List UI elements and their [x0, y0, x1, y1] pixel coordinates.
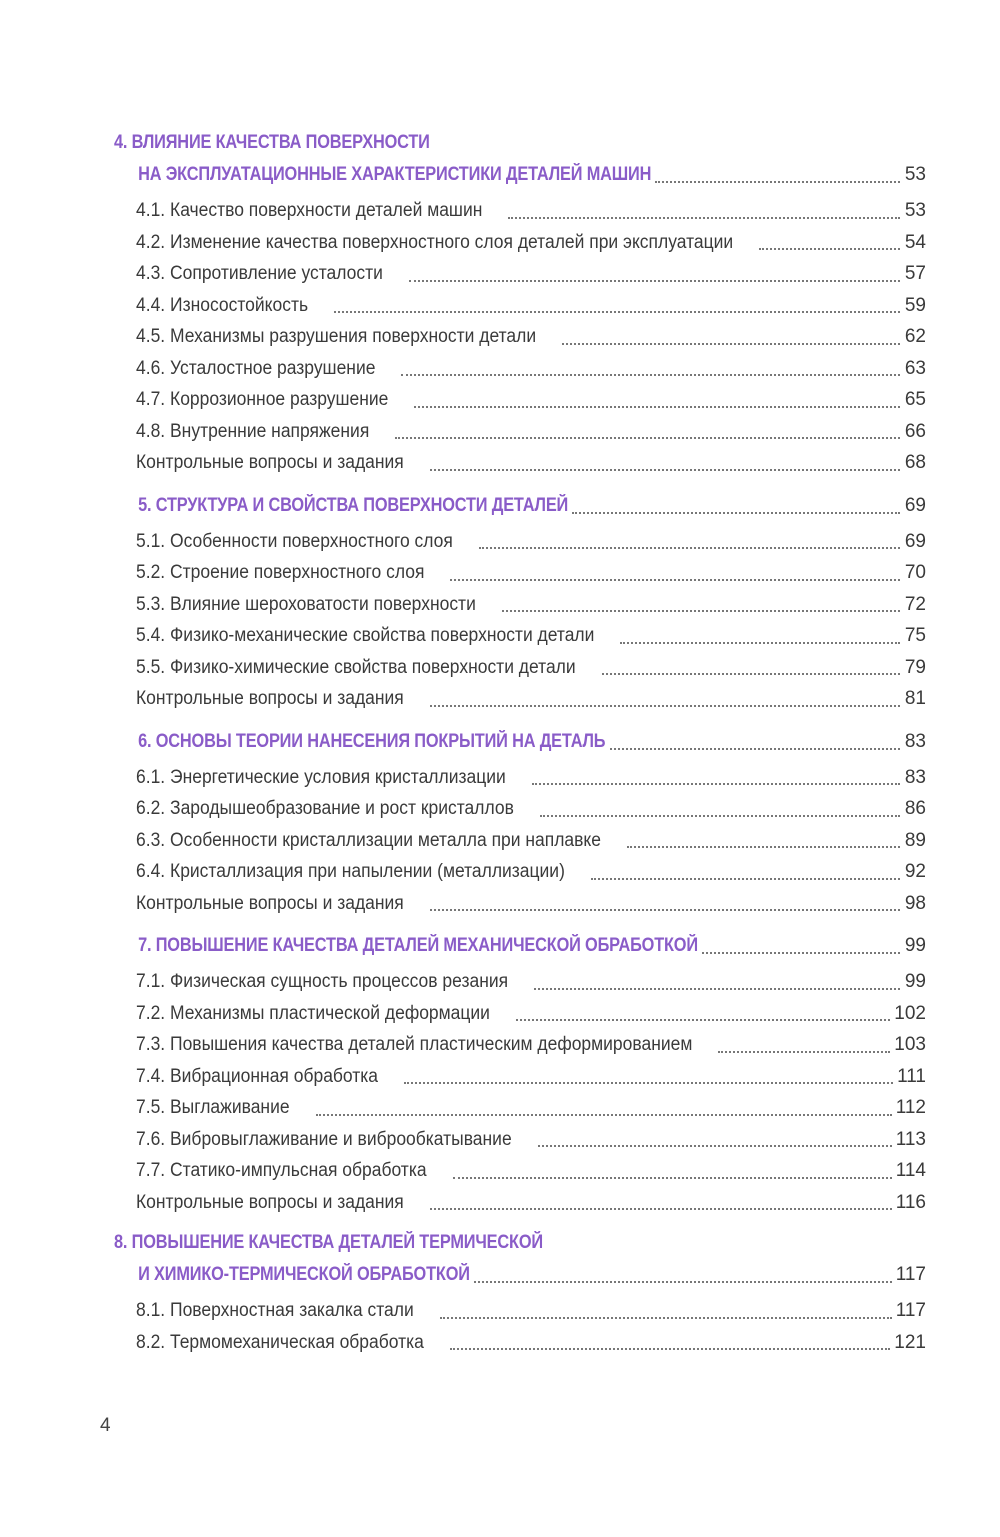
toc-entry-lead: [114, 195, 504, 227]
toc-entry-page-number: 70: [904, 562, 926, 583]
toc-entry-page-number: 75: [904, 625, 926, 646]
toc-entry: [114, 416, 926, 448]
toc-entry: [114, 762, 926, 794]
toc-entry-title: 5.1. Особенности поверхностного слоя: [136, 530, 453, 552]
toc-entry-title: 7.7. Статико-импульсная обработка: [136, 1160, 427, 1181]
toc-entry: [114, 966, 926, 998]
toc-entry-page-number: 102: [894, 1002, 926, 1024]
toc-entry: [114, 1092, 926, 1124]
dot-leader: [430, 909, 900, 911]
toc-entry-title: 4.2. Изменение качества поверхностного слоя деталей при эксплуатации: [136, 231, 734, 253]
toc-entry-page-number: 89: [904, 829, 926, 851]
toc-entry-title: 8.2. Термомеханическая обработка: [136, 1331, 424, 1353]
toc-entry-title: 7.3. Повышения качества деталей пластическим деформированием: [136, 1034, 693, 1055]
toc-entry-lead: [114, 793, 536, 825]
toc-entry: [114, 589, 926, 621]
dot-leader: [450, 1348, 890, 1350]
toc-entry-lead: [114, 1092, 312, 1124]
toc-entry-title: Контрольные вопросы и задания: [136, 688, 404, 709]
toc-entry: [114, 384, 926, 416]
toc-entry-title: 7.6. Вибровыглаживание и виброобкатывание: [136, 1128, 512, 1150]
toc-entry-page-number: 83: [904, 766, 926, 788]
toc-entry-title: 6.2. Зародышеобразование и рост кристаллов: [136, 798, 514, 819]
toc-entry-lead: [114, 589, 498, 621]
toc-entry-lead: [114, 416, 391, 448]
chapter-title-cont: И ХИМИКО-ТЕРМИЧЕСКОЙ ОБРАБОТКОЙ: [138, 1264, 470, 1285]
toc-entry-page-number: 121: [894, 1331, 926, 1353]
toc-entry-title: Контрольные вопросы и задания: [136, 452, 404, 473]
dot-leader: [450, 579, 900, 581]
toc-entry: [114, 683, 926, 715]
dot-leader: [718, 1051, 890, 1053]
chapter-block: [114, 489, 926, 715]
toc-entry-lead: [114, 966, 530, 998]
page-number: 4: [100, 1415, 111, 1436]
chapter-title-line1: [114, 128, 926, 158]
toc-entry-page-number: 63: [904, 357, 926, 379]
table-of-contents: [114, 128, 926, 1368]
dot-leader: [409, 280, 900, 282]
toc-entry-title: Контрольные вопросы и задания: [136, 1191, 404, 1213]
toc-entry-page-number: 59: [904, 294, 926, 316]
toc-entry-lead: [114, 447, 426, 479]
toc-entry-lead: [114, 1155, 449, 1187]
toc-entry-page-number: 86: [904, 798, 926, 819]
chapter-page-number: 99: [904, 935, 926, 956]
dot-leader: [532, 783, 900, 785]
toc-entry: [114, 290, 926, 322]
dot-leader: [430, 705, 900, 707]
chapter-title-row: [114, 1258, 926, 1291]
dot-leader: [474, 1281, 892, 1283]
toc-entry: [114, 998, 926, 1030]
toc-entry-page-number: 72: [904, 593, 926, 615]
toc-entry: [114, 793, 926, 825]
toc-entry: [114, 1295, 926, 1327]
toc-entry-lead: [114, 1061, 400, 1093]
chapter-block: [114, 725, 926, 920]
toc-entry-lead: [114, 856, 587, 888]
dot-leader: [562, 343, 900, 345]
dot-leader: [395, 437, 900, 439]
dot-leader: [508, 217, 900, 219]
dot-leader: [602, 673, 900, 675]
chapter-title-row: [114, 929, 926, 962]
dot-leader: [540, 815, 900, 817]
dot-leader: [591, 878, 900, 880]
toc-entry-title: 4.4. Износостойкость: [136, 294, 309, 316]
dot-leader: [572, 512, 900, 514]
chapter-title-row: [114, 489, 926, 522]
toc-entry-lead: [114, 1124, 534, 1156]
toc-entry-lead: [114, 1029, 714, 1061]
dot-leader: [534, 988, 900, 990]
toc-entry-lead: [114, 290, 330, 322]
toc-entry-title: Контрольные вопросы и задания: [136, 892, 404, 914]
toc-entry-page-number: 79: [904, 656, 926, 678]
dot-leader: [538, 1145, 892, 1147]
toc-entry: [114, 620, 926, 652]
dot-leader: [430, 469, 900, 471]
dot-leader: [702, 952, 900, 954]
toc-entry-page-number: 99: [904, 971, 926, 992]
dot-leader: [502, 610, 900, 612]
toc-entry-page-number: 54: [904, 231, 926, 253]
toc-entry: [114, 1124, 926, 1156]
toc-entry-title: 4.5. Механизмы разрушения поверхности детали: [136, 326, 537, 347]
dot-leader: [627, 846, 900, 848]
toc-entry-lead: [114, 1187, 426, 1219]
toc-entry-lead: [114, 1295, 436, 1327]
chapter-block: [114, 929, 926, 1218]
toc-entry-page-number: 57: [904, 263, 926, 284]
chapter-title-cont: НА ЭКСПЛУАТАЦИОННЫЕ ХАРАКТЕРИСТИКИ ДЕТАЛЕЙ МАШИН: [138, 164, 652, 185]
dot-leader: [404, 1082, 893, 1084]
dot-leader: [655, 181, 900, 183]
toc-entry-title: 7.5. Выглаживание: [136, 1097, 290, 1118]
toc-entry-title: 4.6. Усталостное разрушение: [136, 357, 376, 379]
dot-leader: [334, 311, 900, 313]
chapter-title-row: [114, 158, 926, 191]
toc-entry-title: 8.1. Поверхностная закалка стали: [136, 1300, 414, 1321]
toc-entry-lead: [114, 384, 410, 416]
toc-entry-title: 4.3. Сопротивление усталости: [136, 263, 383, 284]
toc-entry: [114, 526, 926, 558]
toc-entry-page-number: 53: [904, 200, 926, 221]
chapter-page-number: 83: [904, 730, 926, 752]
chapter-block: [114, 1228, 926, 1358]
dot-leader: [440, 1317, 892, 1319]
toc-entry: [114, 652, 926, 684]
toc-entry-title: 5.4. Физико-механические свойства поверхности детали: [136, 625, 595, 646]
toc-entry-title: 7.1. Физическая сущность процессов резания: [136, 971, 509, 992]
toc-entry-lead: [114, 227, 755, 259]
dot-leader: [401, 374, 900, 376]
dot-leader: [759, 248, 900, 250]
toc-entry-page-number: 62: [904, 326, 926, 347]
toc-entry: [114, 227, 926, 259]
chapter-title: 7. ПОВЫШЕНИЕ КАЧЕСТВА ДЕТАЛЕЙ МЕХАНИЧЕСКОЙ ОБРАБОТКОЙ: [138, 935, 698, 956]
toc-entry-title: 4.8. Внутренние напряжения: [136, 420, 370, 442]
toc-entry: [114, 195, 926, 227]
toc-entry-title: 7.4. Вибрационная обработка: [136, 1065, 379, 1087]
toc-entry-lead: [114, 353, 397, 385]
toc-entry: [114, 447, 926, 479]
dot-leader: [516, 1019, 890, 1021]
toc-entry-page-number: 112: [895, 1097, 926, 1118]
toc-entry-lead: [114, 683, 426, 715]
toc-entry: [114, 1029, 926, 1061]
toc-entry-page-number: 114: [895, 1160, 926, 1181]
dot-leader: [316, 1114, 892, 1116]
chapter-title: 5. СТРУКТУРА И СВОЙСТВА ПОВЕРХНОСТИ ДЕТАЛЕЙ: [138, 494, 569, 516]
chapter-block: [114, 128, 926, 479]
toc-entry-title: 5.2. Строение поверхностного слоя: [136, 562, 425, 583]
toc-entry: [114, 321, 926, 353]
toc-entry-title: 6.4. Кристаллизация при напылении (металлизации): [136, 861, 565, 882]
dot-leader: [479, 547, 900, 549]
toc-entry-page-number: 92: [904, 861, 926, 882]
toc-entry-lead: [114, 762, 528, 794]
toc-entry-title: 4.1. Качество поверхности деталей машин: [136, 200, 483, 221]
dot-leader: [430, 1208, 892, 1210]
toc-entry: [114, 1187, 926, 1219]
toc-entry-page-number: 65: [904, 389, 926, 410]
chapter-title: 4. ВЛИЯНИЕ КАЧЕСТВА ПОВЕРХНОСТИ: [114, 132, 430, 153]
toc-entry-lead: [114, 526, 475, 558]
dot-leader: [414, 406, 900, 408]
toc-entry-title: 6.1. Энергетические условия кристаллизации: [136, 766, 506, 788]
chapter-page-number: 69: [904, 494, 926, 516]
toc-entry-lead: [114, 620, 616, 652]
toc-entry-lead: [114, 557, 446, 589]
toc-entry-title: 5.5. Физико-химические свойства поверхности детали: [136, 656, 576, 678]
toc-entry: [114, 353, 926, 385]
dot-leader: [453, 1177, 892, 1179]
toc-entry-page-number: 103: [894, 1034, 926, 1055]
dot-leader: [620, 642, 900, 644]
chapter-title: 6. ОСНОВЫ ТЕОРИИ НАНЕСЕНИЯ ПОКРЫТИЙ НА ДЕТАЛЬ: [138, 730, 606, 752]
toc-entry-page-number: 81: [904, 688, 926, 709]
toc-entry-lead: [114, 321, 558, 353]
chapter-title-line1: [114, 1228, 926, 1258]
toc-entry-page-number: 113: [895, 1128, 926, 1150]
toc-entry-lead: [114, 258, 405, 290]
chapter-page-number: 117: [895, 1264, 926, 1285]
toc-entry-page-number: 111: [897, 1065, 926, 1087]
toc-entry-lead: [114, 652, 598, 684]
toc-entry-lead: [114, 1327, 446, 1359]
toc-entry-lead: [114, 888, 426, 920]
toc-entry: [114, 1061, 926, 1093]
toc-entry-page-number: 117: [895, 1300, 926, 1321]
toc-entry-page-number: 68: [904, 452, 926, 473]
toc-entry-title: 6.3. Особенности кристаллизации металла при наплавке: [136, 829, 601, 851]
toc-entry: [114, 258, 926, 290]
toc-entry: [114, 888, 926, 920]
toc-entry: [114, 856, 926, 888]
toc-entry-lead: [114, 825, 623, 857]
toc-entry-page-number: 116: [895, 1191, 926, 1213]
toc-entry-title: 5.3. Влияние шероховатости поверхности: [136, 593, 476, 615]
toc-entry: [114, 1327, 926, 1359]
chapter-page-number: 53: [904, 164, 926, 185]
chapter-title: 8. ПОВЫШЕНИЕ КАЧЕСТВА ДЕТАЛЕЙ ТЕРМИЧЕСКОЙ: [114, 1232, 543, 1253]
toc-entry-title: 7.2. Механизмы пластической деформации: [136, 1002, 490, 1024]
toc-entry-page-number: 69: [904, 530, 926, 552]
toc-entry-page-number: 66: [904, 420, 926, 442]
toc-entry-lead: [114, 998, 512, 1030]
toc-entry: [114, 557, 926, 589]
toc-entry: [114, 1155, 926, 1187]
toc-entry: [114, 825, 926, 857]
chapter-title-row: [114, 725, 926, 758]
toc-entry-title: 4.7. Коррозионное разрушение: [136, 389, 389, 410]
toc-entry-page-number: 98: [904, 892, 926, 914]
dot-leader: [610, 748, 900, 750]
